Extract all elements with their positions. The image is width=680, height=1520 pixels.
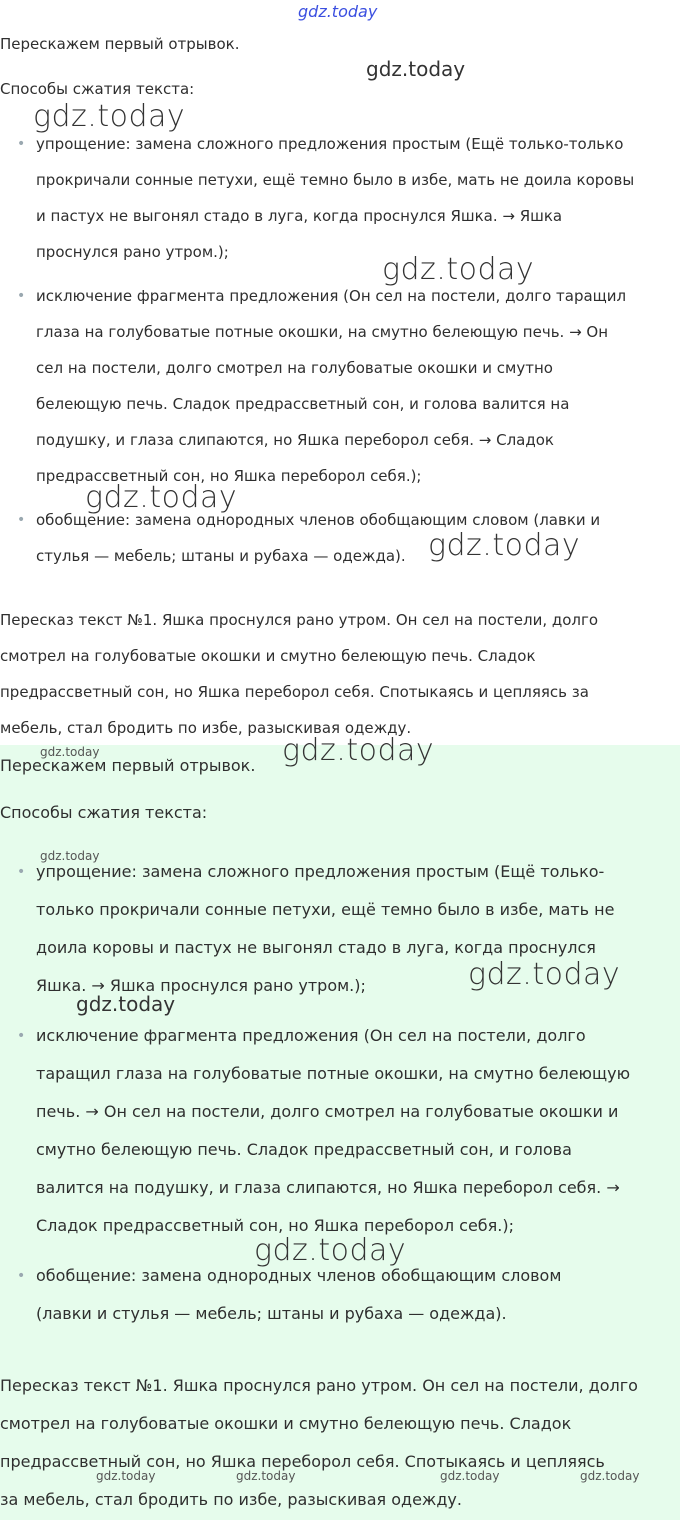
watermark: gdz.today: [76, 992, 176, 1016]
methods-title: Способы сжатия текста:: [0, 80, 195, 98]
watermark: gdz.today: [580, 1469, 640, 1483]
watermark: gdz.today: [96, 1469, 156, 1483]
retelling-text: Пересказ текст №1. Яшка проснулся рано утром. Он сел на постели, долго смотрел на голубоватые окошки и смутно белеющую печь. Сладок предрассветный сон, но Яшка переборол себя. Спотыкаясь и цепляясь за мебель, стал бродить по избе, разыскивая одежду.: [0, 1376, 638, 1509]
watermark: gdz.today: [40, 849, 100, 863]
watermark: gdz.today: [85, 480, 238, 515]
list-item: • обобщение: замена однородных членов обобщающим словом (лавки и стулья — мебель; штаны и рубаха — одежда).: [0, 1257, 680, 1333]
watermark: gdz.today: [440, 1469, 500, 1483]
watermark: gdz.today: [428, 528, 581, 563]
intro-text: Перескажем первый отрывок.: [0, 756, 256, 775]
list-item: • обобщение: замена однородных членов обобщающим словом (лавки и стулья — мебель; штаны и рубаха — одежда).: [0, 502, 680, 574]
list-item: • упрощение: замена сложного предложения простым (Ещё только- только прокричали сонные петухи, ещё темно было в избе, мать не доила коровы и пастух не выгонял стадо в луга, когда проснулся Яшка. → Яшка проснулся рано утром.);: [0, 853, 680, 1005]
methods-title: Способы сжатия текста:: [0, 803, 208, 822]
watermark: gdz.today: [298, 2, 378, 21]
watermark: gdz.today: [33, 99, 186, 134]
list-item: • исключение фрагмента предложения (Он сел на постели, долго таращил глаза на голубоватые потные окошки, на смутно белеющую печь. → Он сел на постели, долго смотрел на голубоватые окошки и смутно белеющую печь. Сладок предрассветный сон, и голова валится на подушку, и глаза слипаются, но Яшка переборол себя. → Сладок предрассветный сон, но Яшка переборол себя.);: [0, 278, 680, 494]
watermark: gdz.today: [366, 57, 466, 81]
watermark: gdz.today: [236, 1469, 296, 1483]
list-item: • исключение фрагмента предложения (Он сел на постели, долго таращил глаза на голубоватые потные окошки, на смутно белеющую печь. → Он сел на постели, долго смотрел на голубоватые окошки и смутно белеющую печь. Сладок предрассветный сон, и голова валится на подушку, и глаза слипаются, но Яшка переборол себя. → Сладок предрассветный сон, но Яшка переборол себя.);: [0, 1017, 680, 1245]
answer-block-highlighted: [0, 733, 680, 1520]
list-item: • упрощение: замена сложного предложения простым (Ещё только-только прокричали сонные петухи, ещё темно было в избе, мать не доила коровы и пастух не выгонял стадо в луга, когда проснулся Яшка. → Яшка проснулся рано утром.);: [0, 126, 680, 270]
watermark: gdz.today: [468, 957, 621, 992]
retelling-text: Пересказ текст №1. Яшка проснулся рано утром. Он сел на постели, долго смотрел на голубоватые окошки и смутно белеющую печь. Сладок предрассветный сон, но Яшка переборол себя. Спотыкаясь и цепляясь за мебель, стал бродить по избе, разыскивая одежду.: [0, 611, 599, 737]
watermark: gdz.today: [254, 1233, 407, 1268]
watermark: gdz.today: [382, 252, 535, 287]
answer-block-original: [0, 0, 680, 745]
watermark: gdz.today: [282, 733, 435, 768]
intro-text: Перескажем первый отрывок.: [0, 35, 240, 53]
watermark: gdz.today: [40, 745, 100, 759]
